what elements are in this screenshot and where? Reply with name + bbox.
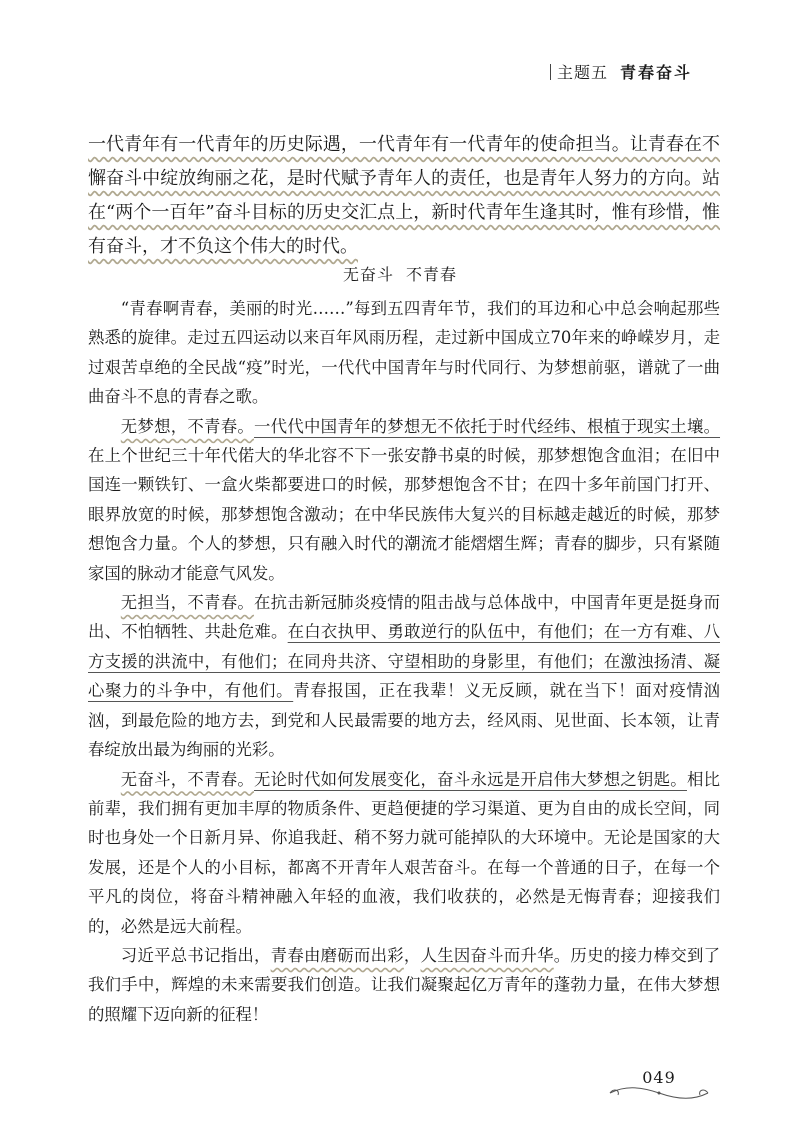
- paragraph-3-key: 在白衣执甲、勇敢逆行的队伍中，有他们；在一方有难、八方支援的洪流中，有他们；在同舟共济、守望相助的身影里，有他们；在激浊扬清、凝心聚力的斗争中，有他们。: [88, 622, 720, 701]
- article-title: [0, 262, 800, 285]
- paragraph-3-mid: 在抗击新冠肺炎疫情的阻击战与总体战中，中国青年更是挺身而出、不怕牺牲、共赴危难。: [88, 593, 721, 642]
- paragraph-5-rest: 。历史的接力棒交到了我们手中，辉煌的未来需要我们创造。让我们凝聚起亿万青年的蓬勃力量，在伟大梦想的照耀下迈向新的征程！: [88, 945, 721, 1024]
- paragraph-2-key: 一代代中国青年的梦想无不依托于时代经纬、根植于现实土壤。: [254, 416, 721, 436]
- intro-text: 一代青年有一代青年的历史际遇，一代青年有一代青年的使命担当。让青春在不懈奋斗中绽放绚丽之花，是时代赋予青年人的责任，也是青年人努力的方向。站在“两个一百年”奋斗目标的历史交汇点上，新时代青年生逢其时，惟有珍惜，惟有奋斗，才不负这个伟大的时代。: [88, 134, 720, 257]
- article-title-part1: 无奋斗: [342, 265, 394, 284]
- header-divider: [550, 64, 551, 80]
- intro-paragraph: [88, 128, 720, 264]
- paragraph-5-key1: 青春由磨砺而出彩: [270, 945, 404, 965]
- article-body: [88, 294, 720, 1029]
- header-theme-title: 青春奋斗: [619, 63, 692, 82]
- paragraph-2-rest: 在上个世纪三十年代偌大的华北容不下一张安静书桌的时候，那梦想饱含血泪；在旧中国连一颗铁钉、一盒火柴都要进口的时候，那梦想饱含不甘；在四十多年前国门打开、眼界放宽的时候，那梦想饱含激动；在中华民族伟大复兴的目标越走越近的时候，那梦想饱含力量。个人的梦想，只有融入时代的潮流才能熠熠生辉；青春的脚步，只有紧随家国的脉动才能意气风发。: [88, 446, 720, 583]
- article-title-part2: 不青春: [406, 265, 458, 284]
- paragraph-4-lead: 无奋斗，不青春。: [120, 769, 255, 789]
- paragraph-3-rest: 青春报国，正在我辈！义无反顾，就在当下！面对疫情汹汹，到最危险的地方去，到党和人民最需要的地方去，经风雨、见世面、长本领，让青春绽放出最为绚丽的光彩。: [88, 681, 720, 760]
- header-theme-label: 主题五: [556, 63, 608, 82]
- paragraph-5-sep: ，: [403, 945, 421, 965]
- paragraph-4-key: 无论时代如何发展变化，奋斗永远是开启伟大梦想之钥匙。: [254, 769, 687, 789]
- paragraph-4: [88, 765, 720, 941]
- paragraph-2-lead: 无梦想，不青春。: [120, 416, 255, 436]
- page-number-ornament: [604, 1084, 714, 1102]
- paragraph-5: [88, 941, 720, 1029]
- paragraph-1: [88, 294, 720, 412]
- paragraph-4-rest: 相比前辈，我们拥有更加丰厚的物质条件、更趋便捷的学习渠道、更为自由的成长空间，同时也身处一个日新月异、你追我赶、稍不努力就可能掉队的大环境中。无论是国家的大发展，还是个人的小目标，都离不开青年人艰苦奋斗。在每一个普通的日子，在每一个平凡的岗位，将奋斗精神融入年轻的血液，我们收获的，必然是无悔青春；迎接我们的，必然是远大前程。: [88, 769, 721, 936]
- paragraph-2: [88, 412, 720, 588]
- running-header: [550, 60, 692, 83]
- paragraph-3-lead: 无担当，不青春。: [120, 593, 255, 613]
- paragraph-5-start: 习近平总书记指出，: [120, 945, 271, 965]
- paragraph-5-key2: 人生因奋斗而升华: [420, 945, 554, 965]
- page-number: 049: [642, 1068, 676, 1087]
- paragraph-1-text: “青春啊青春，美丽的时光……”每到五四青年节，我们的耳边和心中总会响起那些熟悉的旋律。走过五四运动以来百年风雨历程，走过新中国成立70年来的峥嵘岁月，走过艰苦卓绝的全民战“疫”时光，一代代中国青年与时代同行、为梦想前驱，谱就了一曲曲奋斗不息的青春之歌。: [88, 299, 720, 407]
- paragraph-3: [88, 588, 720, 764]
